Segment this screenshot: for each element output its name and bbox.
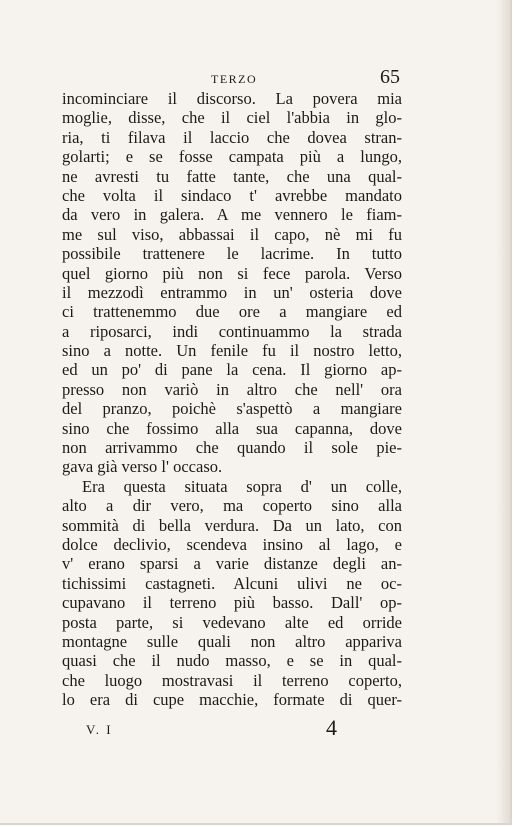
text-line: ed un po' di pane la cena. Il giorno ap-: [62, 360, 402, 380]
text-line: presso non variò in altro che nell' ora: [62, 379, 402, 399]
text-line: lo era di cupe macchie, formate di quer-: [62, 690, 402, 710]
text-line: sommità di bella verdura. Da un lato, con: [62, 515, 402, 535]
text-line: che luogo mostravasi il terreno coperto,: [62, 670, 402, 690]
signature-mark: V. I: [86, 722, 113, 737]
running-title: TERZO: [211, 72, 258, 86]
text-line: v' erano sparsi a varie distanze degli an-: [62, 554, 402, 574]
text-line: incominciare il discorso. La povera mia: [62, 89, 402, 108]
text-line: che volta il sindaco t' avrebbe mandato: [62, 185, 402, 205]
text-line: moglie, disse, che il ciel l'abbia in glo-: [62, 108, 402, 128]
text-line: a riposarci, indi continuammo la strada: [62, 321, 402, 341]
text-line: montagne sulle quali non altro appariva: [62, 631, 402, 651]
text-line: cupavano il terreno più basso. Dall' op-: [62, 593, 402, 613]
text-line: non arrivammo che quando il sole pie-: [62, 438, 402, 458]
text-line: quasi che il nudo masso, e se in qual-: [62, 651, 402, 671]
page-number: 65: [380, 66, 400, 88]
text-line: sino che fossimo alla sua capanna, dove: [62, 418, 402, 438]
text-line: tichissimi castagneti. Alcuni ulivi ne oc-: [62, 573, 402, 593]
text-line: me sul viso, abbassai il capo, nè mi fu: [62, 224, 402, 244]
body-text: [62, 89, 402, 710]
signature-number: 4: [326, 715, 337, 740]
text-line: possibile trattenere le lacrime. In tutto: [62, 244, 402, 264]
text-line: posta parte, si vedevano alte ed orride: [62, 612, 402, 632]
text-line: golarti; e se fosse campata più a lungo,: [62, 147, 402, 167]
text-line: alto a dir vero, ma coperto sino alla: [62, 496, 402, 516]
text-line: quel giorno più non si fece parola. Verso: [62, 263, 402, 283]
text-line: ci trattenemmo due ore a mangiare ed: [62, 302, 402, 322]
text-line: dolce declivio, scendeva insino al lago, e: [62, 534, 402, 554]
page-edge: [496, 0, 510, 823]
text-line: ne avresti tu fatte tante, che una qual-: [62, 166, 402, 186]
text-line: da vero in galera. A me vennero le fiam-: [62, 205, 402, 225]
paragraph-start-line: Era questa situata sopra d' un colle,: [82, 476, 402, 496]
text-line: ria, ti filava il laccio che dovea stran-: [62, 127, 402, 147]
paragraph-end-line: gava già verso l' occaso.: [62, 457, 223, 477]
text-line: il mezzodì entrammo in un' osteria dove: [62, 282, 402, 302]
text-line: sino a notte. Un fenile fu il nostro letto,: [62, 341, 402, 361]
text-line: del pranzo, poichè s'aspettò a mangiare: [62, 399, 402, 419]
